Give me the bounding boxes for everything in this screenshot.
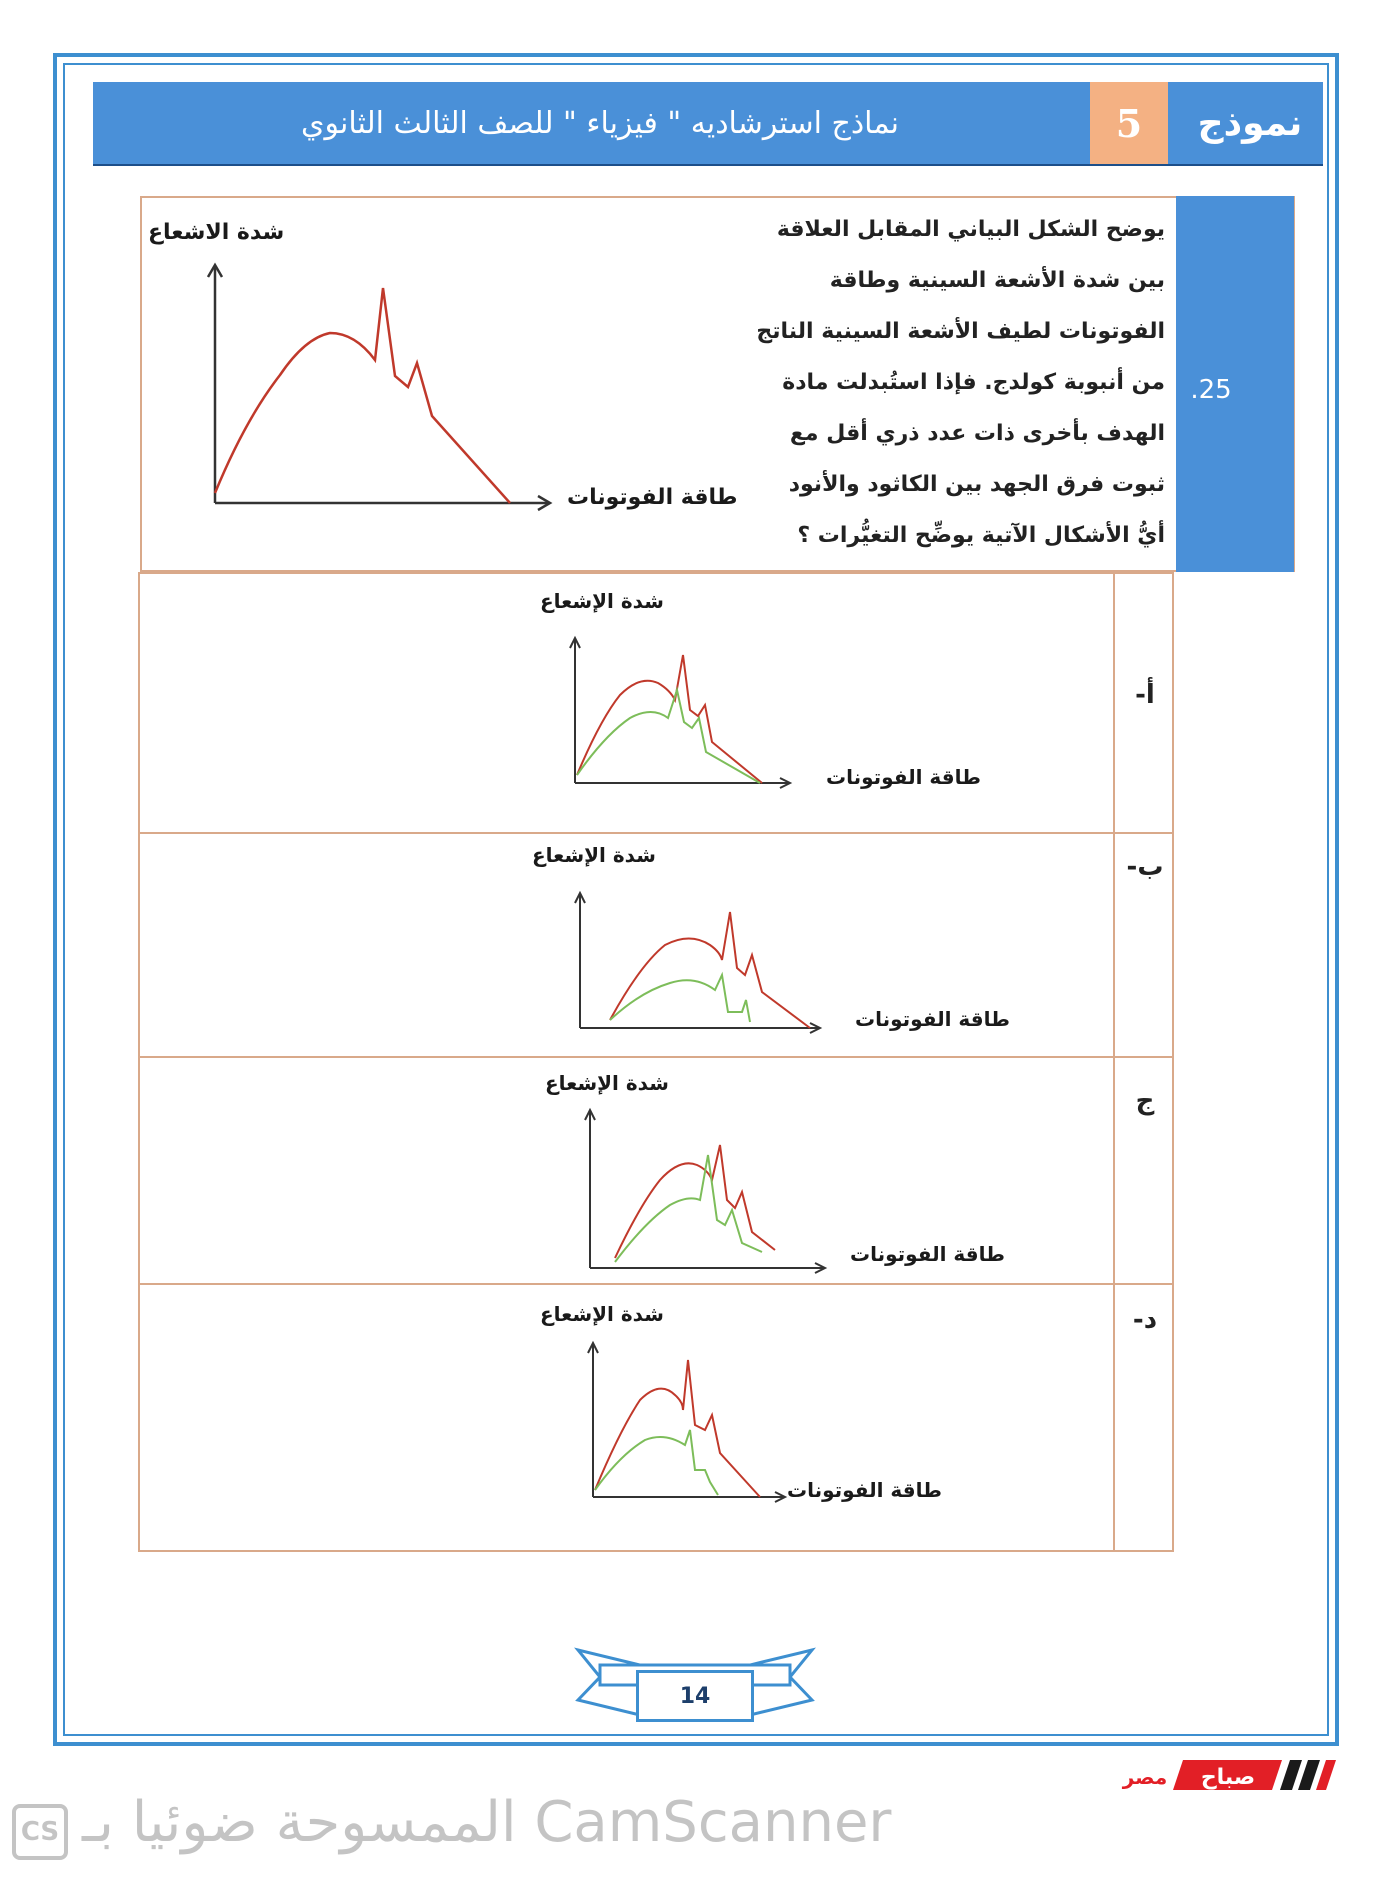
- brand-main: صباح: [1200, 1765, 1256, 1790]
- model-number: 5: [1090, 82, 1168, 164]
- option-label-b[interactable]: ب-: [1126, 852, 1164, 882]
- option-b-x-label: طاقة الفوتونات: [855, 1007, 1010, 1031]
- option-label-d[interactable]: د-: [1132, 1305, 1158, 1335]
- question-line: يوضح الشكل البياني المقابل العلاقة: [776, 217, 1165, 242]
- option-c-x-label: طاقة الفوتونات: [850, 1242, 1005, 1266]
- option-a-x-label: طاقة الفوتونات: [826, 765, 981, 789]
- question-graph-y-label: شدة الاشعاع: [148, 220, 285, 245]
- option-d-x-label: طاقة الفوتونات: [787, 1478, 942, 1502]
- brand-sub: مصر: [1122, 1765, 1168, 1789]
- question-line: بين شدة الأشعة السينية وطاقة: [829, 268, 1165, 293]
- option-b-y-label: شدة الإشعاع: [532, 843, 656, 867]
- option-c-y-label: شدة الإشعاع: [545, 1071, 669, 1095]
- camscanner-watermark: الممسوحة ضوئيا بـ CamScanner: [82, 1790, 892, 1855]
- option-label-c[interactable]: ج: [1135, 1086, 1155, 1116]
- option-a-y-label: شدة الإشعاع: [540, 589, 664, 613]
- question-line: ثبوت فرق الجهد بين الكاثود والأنود: [788, 472, 1165, 497]
- question-line: الهدف بأخرى ذات عدد ذري أقل مع: [789, 421, 1165, 446]
- header-title: نماذج استرشاديه " فيزياء " للصف الثالث الثانوي: [301, 105, 900, 141]
- question-graph-x-label: طاقة الفوتونات: [567, 485, 738, 510]
- question-line: الفوتونات لطيف الأشعة السينية الناتج: [756, 319, 1165, 344]
- camscanner-logo: CS: [12, 1804, 68, 1860]
- page-number: 14: [636, 1670, 754, 1722]
- question-number: .25: [1190, 375, 1232, 405]
- question-line: من أنبوبة كولدج. فإذا استُبدلت مادة: [782, 370, 1165, 395]
- option-d-y-label: شدة الإشعاع: [540, 1302, 664, 1326]
- question-line: أيُّ الأشكال الآتية يوضِّح التغيُّرات ؟: [797, 523, 1165, 548]
- option-label-a[interactable]: أ-: [1135, 680, 1155, 710]
- model-label: نموذج: [1197, 102, 1303, 144]
